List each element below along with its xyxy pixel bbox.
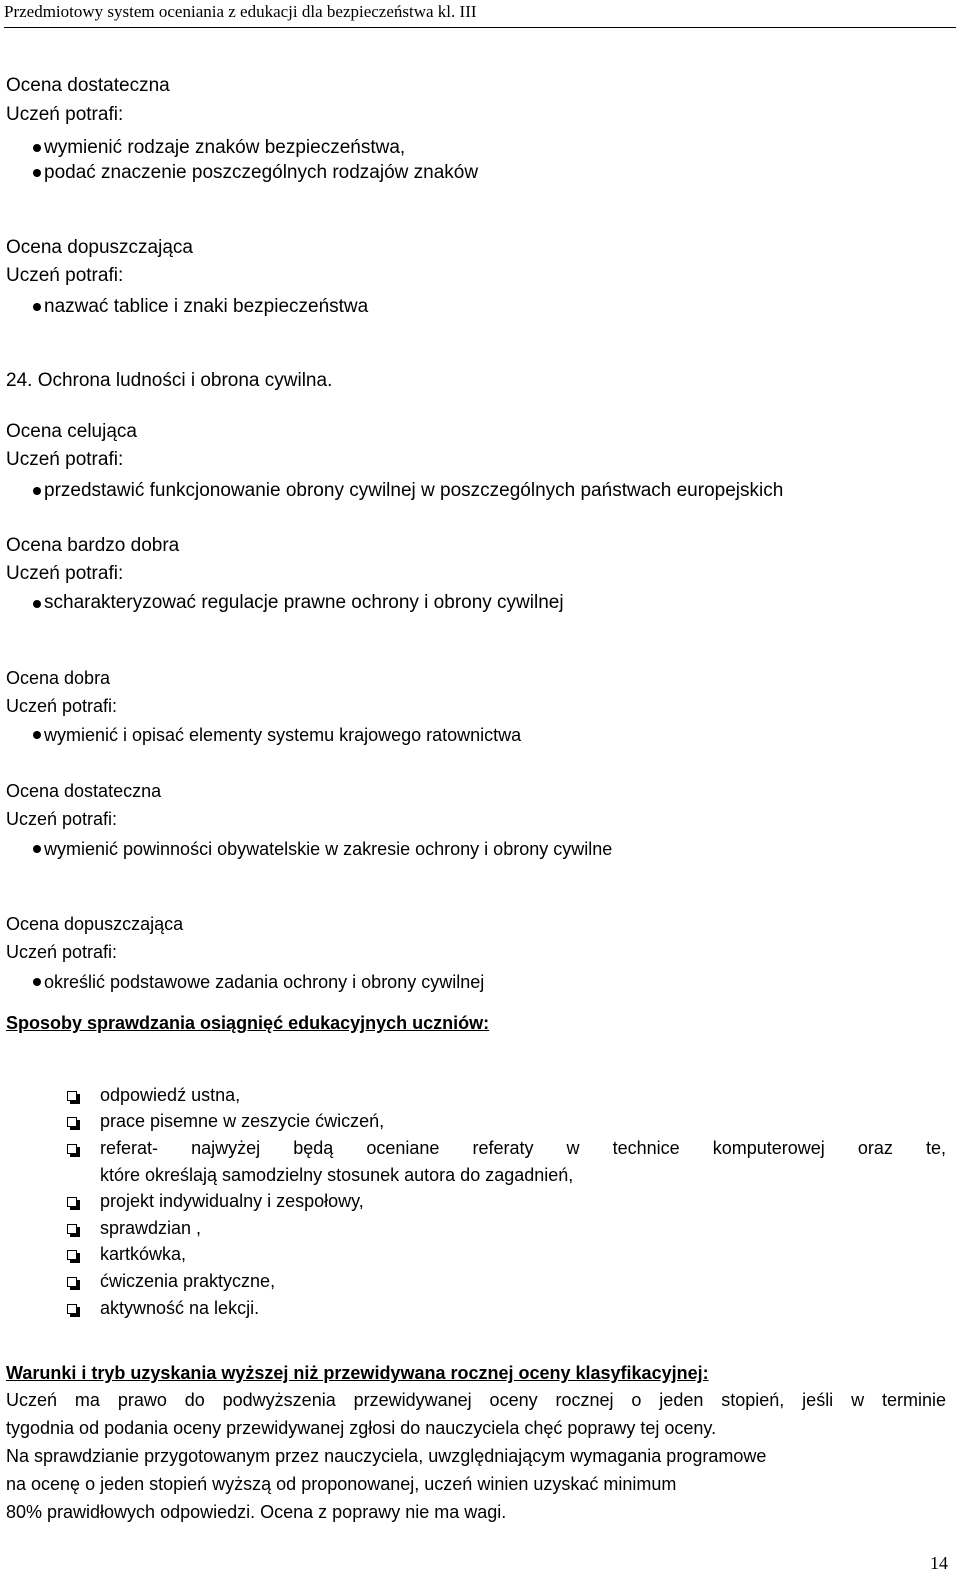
bullet-icon [33,487,41,495]
method-item: prace pisemne w zeszycie ćwiczeń, [100,1111,385,1131]
grade-heading: Ocena dopuszczająca [6,914,184,934]
header-divider [4,27,956,28]
requirement-item: podać znaczenie poszczególnych rodzajów znaków [44,162,479,183]
method-item: odpowiedź ustna, [100,1085,241,1105]
checkbox-bullet-icon [67,1091,77,1101]
requirement-item: określić podstawowe zadania ochrony i obrony cywilnej [44,972,485,992]
conditions-paragraph-line: Na sprawdzianie przygotowanym przez nauczyciela, uwzględniającym wymagania programowe [6,1446,767,1466]
bullet-icon [33,303,41,311]
method-item: sprawdzian , [100,1218,202,1238]
section-heading: 24. Ochrona ludności i obrona cywilna. [6,370,333,391]
bullet-icon [33,144,41,152]
method-item: ćwiczenia praktyczne, [100,1271,276,1291]
conditions-paragraph-line: Uczeń ma prawo do podwyższenia przewidywanej oceny rocznej o jeden stopień, jeśli w terminie [6,1390,946,1410]
student-can-label: Uczeń potrafi: [6,563,124,584]
checkbox-bullet-icon [67,1197,77,1207]
requirement-item: przedstawić funkcjonowanie obrony cywilnej w poszczególnych państwach europejskich [44,480,784,501]
requirement-item: wymienić powinności obywatelskie w zakresie ochrony i obrony cywilne [44,839,613,859]
conditions-heading: Warunki i tryb uzyskania wyższej niż przewidywana rocznej oceny klasyfikacyjnej: [6,1363,709,1383]
grade-heading: Ocena celująca [6,421,137,442]
requirement-item: scharakteryzować regulacje prawne ochrony i obrony cywilnej [44,592,564,613]
requirement-item: wymienić rodzaje znaków bezpieczeństwa, [44,137,406,158]
bullet-icon [33,978,41,986]
student-can-label: Uczeń potrafi: [6,265,124,286]
student-can-label: Uczeń potrafi: [6,104,124,125]
method-item: referat- najwyżej będą oceniane referaty w technice komputerowej oraz te, [100,1138,946,1158]
grade-heading: Ocena dobra [6,668,111,688]
page-number: 14 [930,1553,948,1573]
checkbox-bullet-icon [67,1117,77,1127]
student-can-label: Uczeń potrafi: [6,449,124,470]
conditions-paragraph-line: na ocenę o jeden stopień wyższą od proponowanej, uczeń winien uzyskać minimum [6,1474,677,1494]
student-can-label: Uczeń potrafi: [6,942,118,962]
bullet-icon [33,600,41,608]
checkbox-bullet-icon [67,1304,77,1314]
method-item: aktywność na lekcji. [100,1298,260,1318]
student-can-label: Uczeń potrafi: [6,696,118,716]
methods-heading: Sposoby sprawdzania osiągnięć edukacyjnych uczniów: [6,1013,490,1033]
bullet-icon [33,845,41,853]
document-header: Przedmiotowy system oceniania z edukacji dla bezpieczeństwa kl. III [4,2,477,21]
checkbox-bullet-icon [67,1144,77,1154]
checkbox-bullet-icon [67,1250,77,1260]
student-can-label: Uczeń potrafi: [6,809,118,829]
grade-heading: Ocena bardzo dobra [6,535,180,556]
checkbox-bullet-icon [67,1277,77,1287]
method-item: kartkówka, [100,1244,187,1264]
checkbox-bullet-icon [67,1224,77,1234]
requirement-item: nazwać tablice i znaki bezpieczeństwa [44,296,369,317]
method-item-continuation: które określają samodzielny stosunek autora do zagadnień, [100,1165,574,1185]
conditions-paragraph-line: 80% prawidłowych odpowiedzi. Ocena z poprawy nie ma wagi. [6,1502,507,1522]
bullet-icon [33,169,41,177]
grade-heading: Ocena dostateczna [6,781,162,801]
grade-heading: Ocena dostateczna [6,75,170,96]
requirement-item: wymienić i opisać elementy systemu krajowego ratownictwa [44,725,522,745]
conditions-paragraph-line: tygodnia od podania oceny przewidywanej zgłosi do nauczyciela chęć poprawy tej oceny. [6,1418,717,1438]
grade-heading: Ocena dopuszczająca [6,237,193,258]
method-item: projekt indywidualny i zespołowy, [100,1191,364,1211]
bullet-icon [33,731,41,739]
